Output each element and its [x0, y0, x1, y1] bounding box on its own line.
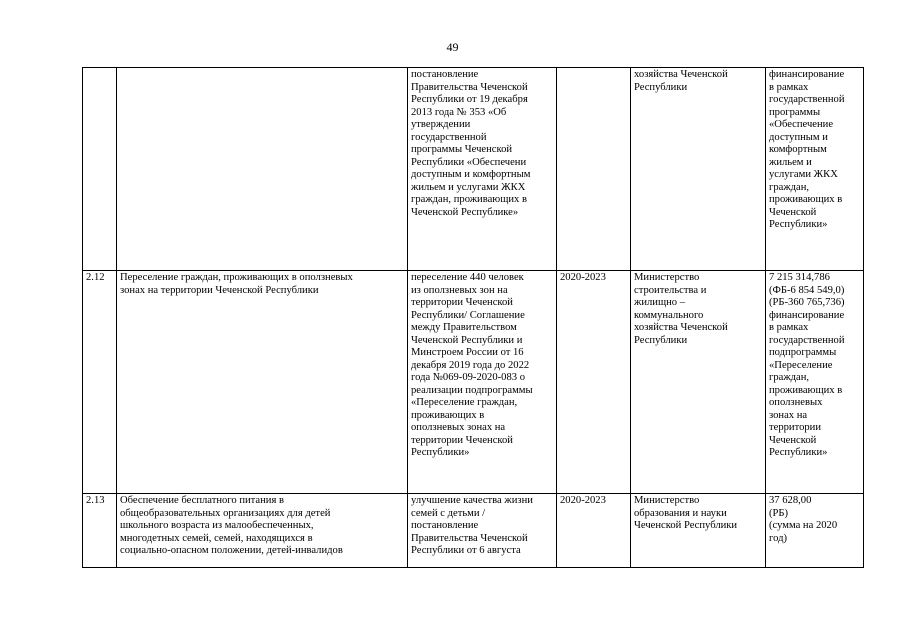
table-row: [83, 271, 864, 494]
expected-result-cell: переселение 440 человек из оползневых зон на территории Чеченской Республики/ Соглашение между Правительством Чеченской Республики и Минстроем России от 16 декабря 2019 года до 2022 года №069-09-2020-083 о реализации подпрограммы «Переселение граждан, проживающих в оползневых зонах на территории Чеченской Республики»: [408, 271, 557, 494]
financing-cell: финансирование в рамках государственной программы «Обеспечение доступным и комфортным жильем и услугами ЖКХ граждан, проживающих в Чеченской Республики»: [766, 68, 864, 271]
table-row: [83, 68, 864, 271]
program-measures-table: [82, 67, 864, 568]
period-cell: 2020-2023: [557, 271, 631, 494]
table-row: [83, 494, 864, 568]
item-number-cell: 2.13: [83, 494, 117, 568]
expected-result-cell: улучшение качества жизни семей с детьми / постановление Правительства Чеченской Республики от 6 августа: [408, 494, 557, 568]
responsible-executor-cell: Министерство строительства и жилищно – коммунального хозяйства Чеченской Республики: [631, 271, 766, 494]
period-cell: [557, 68, 631, 271]
measure-name-cell: [117, 68, 408, 271]
period-cell: 2020-2023: [557, 494, 631, 568]
measure-name-cell: Переселение граждан, проживающих в оползневых зонах на территории Чеченской Республики: [117, 271, 408, 494]
financing-cell: 37 628,00 (РБ) (сумма на 2020 год): [766, 494, 864, 568]
item-number-cell: [83, 68, 117, 271]
measure-name-cell: Обеспечение бесплатного питания в общеобразовательных организациях для детей школьного возраста из малообеспеченных, многодетных семей, семей, находящихся в социально-опасном положении, детей-инвалидов: [117, 494, 408, 568]
expected-result-cell: постановление Правительства Чеченской Республики от 19 декабря 2013 года № 353 «Об утверждении государственной программы Чеченской Республики «Обеспечени доступным и комфортным жильем и услугами ЖКХ граждан, проживающих в Чеченской Республике»: [408, 68, 557, 271]
page-number: 49: [446, 40, 459, 54]
responsible-executor-cell: хозяйства Чеченской Республики: [631, 68, 766, 271]
financing-cell: 7 215 314,786 (ФБ-6 854 549,0) (РБ-360 765,736) финансирование в рамках государственной подпрограммы «Переселение граждан, проживающих в оползневых зонах на территории Чеченской Республики»: [766, 271, 864, 494]
item-number-cell: 2.12: [83, 271, 117, 494]
responsible-executor-cell: Министерство образования и науки Чеченской Республики: [631, 494, 766, 568]
